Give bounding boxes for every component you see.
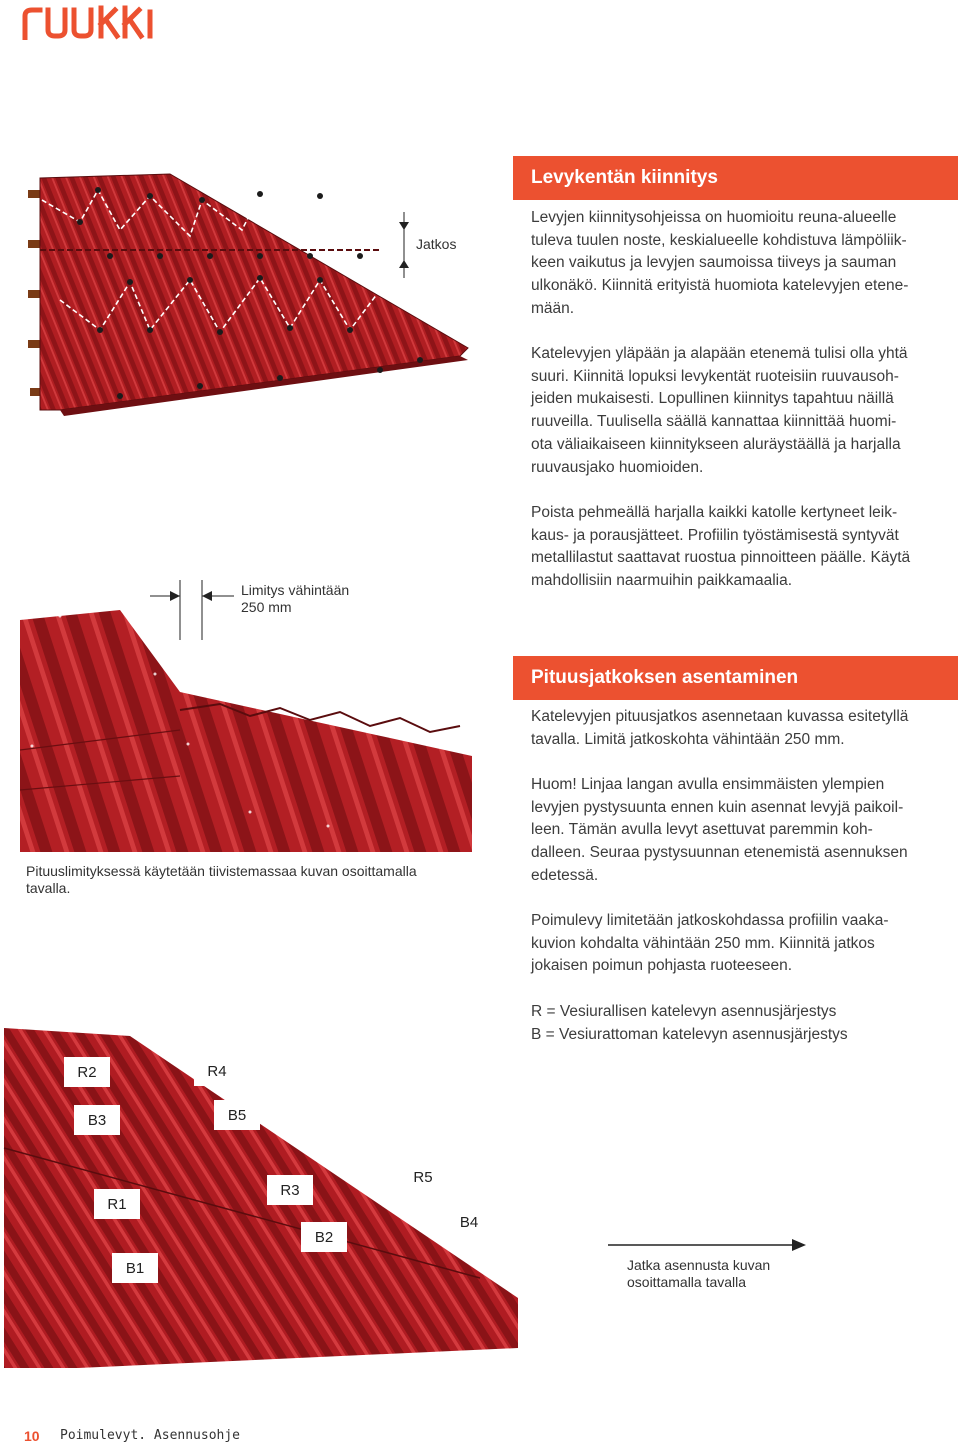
joint-paragraph-1: Katelevyjen pituusjatkos asennetaan kuvassa esitetyllä tavalla. Limitä jatkoskohta vähintään 250 mm. [531,708,909,748]
fastening-pattern-figure [20,160,480,420]
joint-label: Jatkos [416,236,457,252]
order-label: B1 [112,1253,158,1283]
order-label: B3 [74,1105,120,1135]
joint-paragraph-2: Huom! Linjaa langan avulla ensimmäisten ylempien levyjen pystysuunta ennen kuin asennat levyjä paikoil- leen. Tämän avulla levyt asettuvat paremmin koh- dalleen. Seuraa pystysuunnan etenemistä asennuksen edetessä. [531,776,908,884]
fastening-paragraph-2: Katelevyjen yläpään ja alapään etenemä tulisi olla yhtä suuri. Kiinnitä lopuksi levykentät ruoteisiin ruuvausoh- jeiden mukaisesti. Lopullinen kiinnitys tapahtuu näillä ruuveilla. Tuulisella säällä kannattaa kiinnittää huomi- ota väliaikaiseen kiinnitykseen aluräystäällä ja harjalla ruuvausjako huomioiden. [531,345,908,476]
section-heading-longitudinal-joint: Pituusjatkoksen asentaminen [513,656,958,700]
installation-order-legend: R = Vesiurallisen katelevyn asennusjärjestys B = Vesiurattoman katelevyn asennusjärjestys [531,1003,848,1043]
continue-arrow-icon [608,1237,808,1253]
fastening-paragraph-1: Levyjen kiinnitysohjeissa on huomioitu reuna-alueelle tuleva tuulen noste, keskialueelle kohdistuva lämpöliik- keen vaikutus ja levyjen saumoissa tiiveys ja sauman ulkonäkö. Kiinnitä erityistä huomiota katelevyjen etene- mään. [531,209,909,317]
page-number: 10 [24,1428,40,1444]
order-label: B4 [446,1207,492,1237]
order-label: B5 [214,1100,260,1130]
section-heading-fastening: Levykentän kiinnitys [513,156,958,200]
order-label: R5 [400,1162,446,1192]
order-label: R2 [64,1057,110,1087]
order-label: R3 [267,1175,313,1205]
ruukki-logo [22,4,162,40]
continue-text: Jatka asennusta kuvan osoittamalla tavalla [627,1257,771,1290]
order-label: R1 [94,1189,140,1219]
overlap-figure [20,580,475,852]
overlap-label: Limitys vähintään 250 mm [241,582,350,615]
overlap-caption: Pituuslimityksessä käytetään tiivistemassaa kuvan osoittamalla tavalla. [26,863,417,896]
joint-paragraph-3: Poimulevy limitetään jatkoskohdassa profiilin vaaka- kuvion kohdalta vähintään 250 mm. Kiinnitä jatkos jokaisen poimun pohjasta ruoteeseen. [531,912,889,975]
order-label: B2 [301,1222,347,1252]
fastening-paragraph-3: Poista pehmeällä harjalla kaikki katolle kertyneet leik- kaus- ja porausjätteet. Profiilin työstämisestä syntyvät metallilastut saattavat ruostua pinnoitteen päälle. Käytä mahdollisiin naarmuihin paikkamaalia. [531,504,911,590]
document-title: Poimulevyt. Asennusohje [60,1428,241,1443]
order-label: R4 [194,1056,240,1086]
